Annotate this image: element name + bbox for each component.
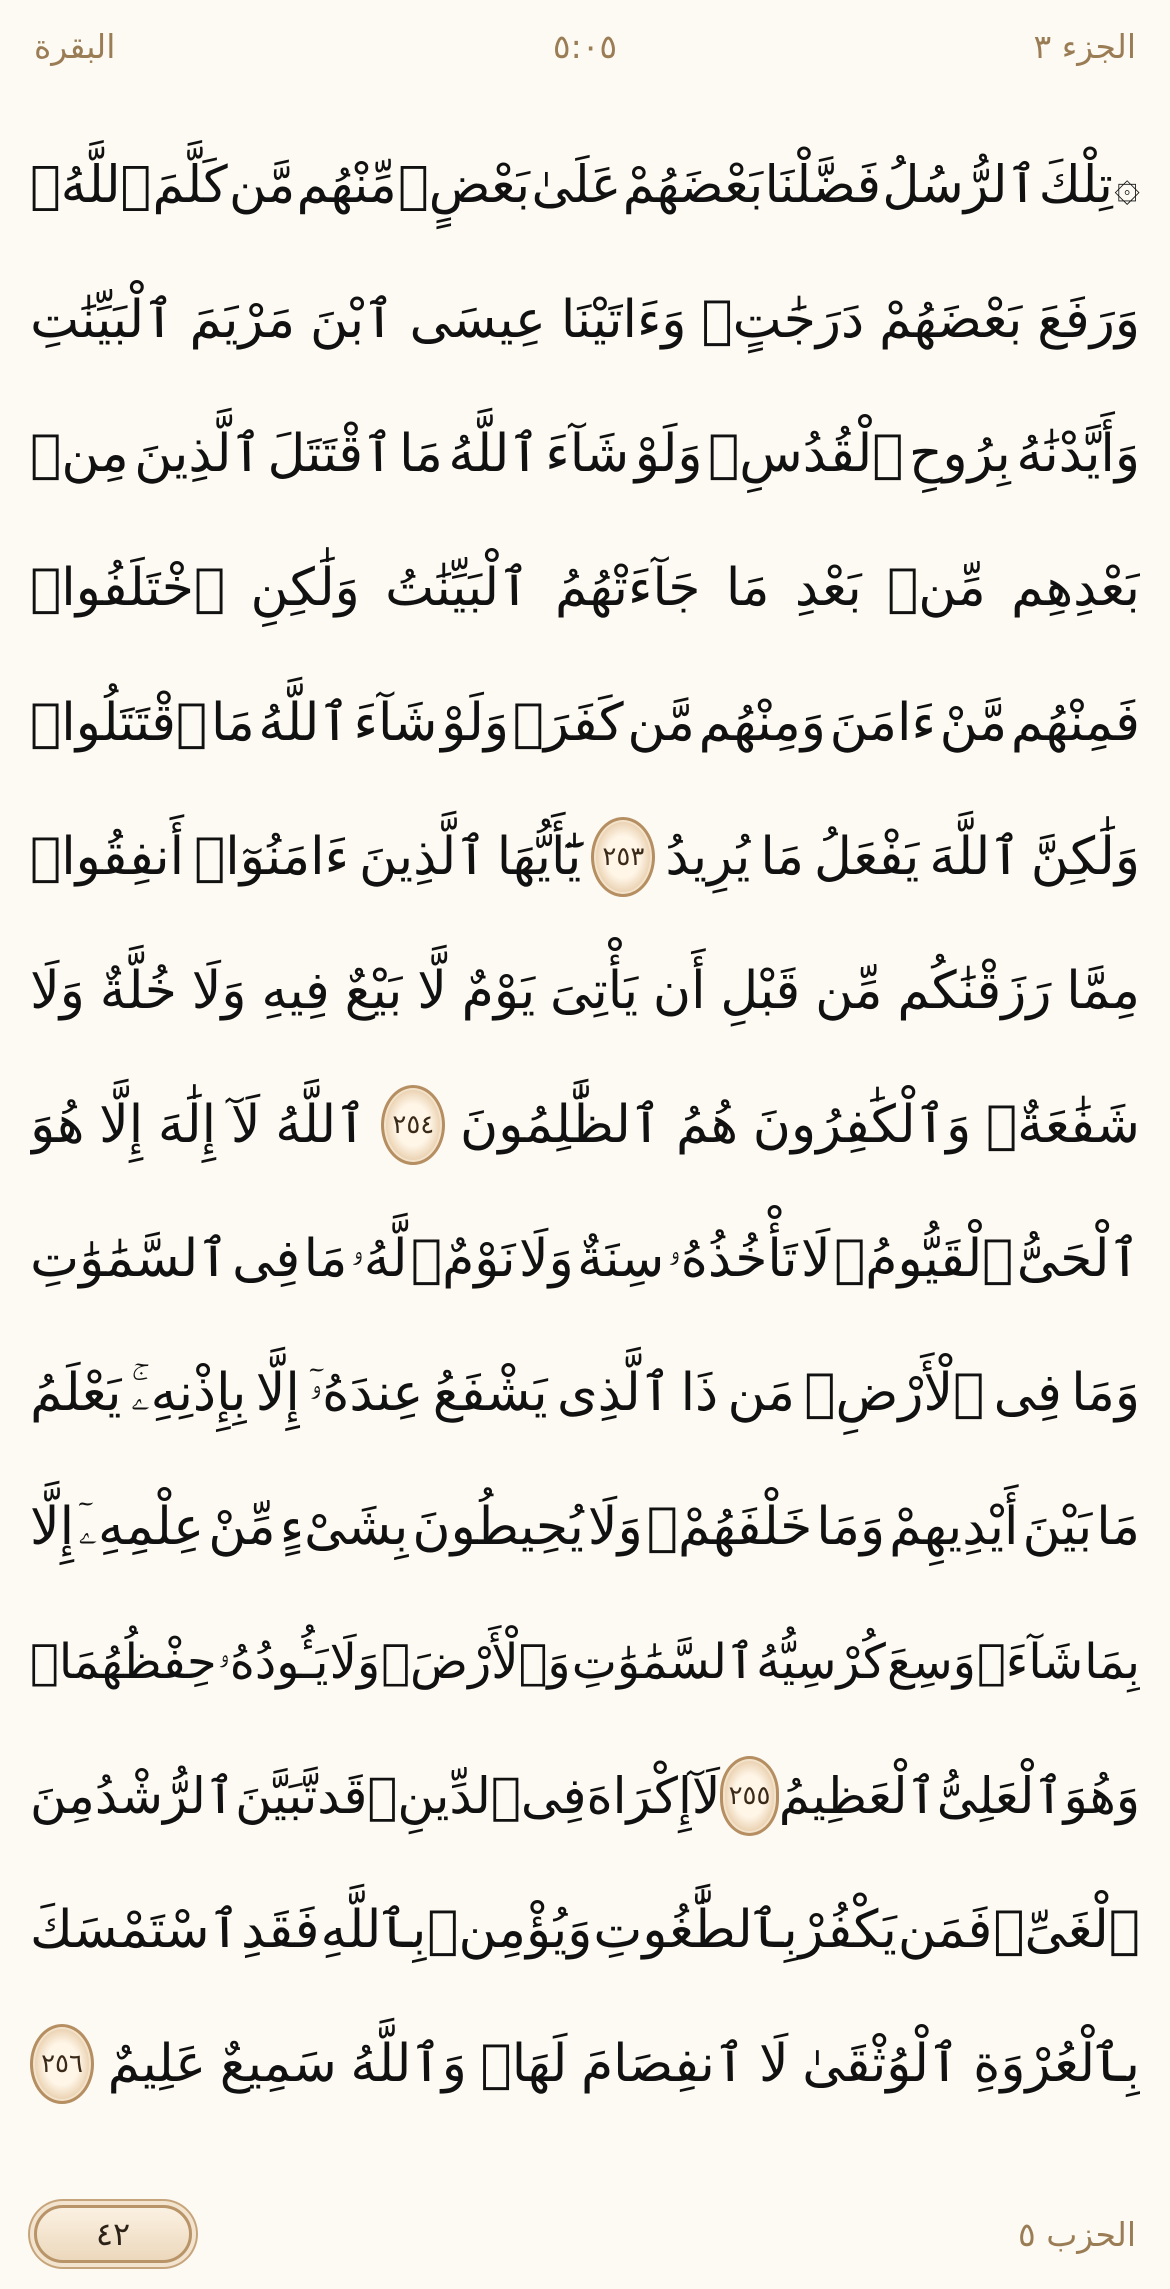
quran-word[interactable]: جَآءَتْهُمُ — [554, 558, 701, 619]
quran-word[interactable]: ٱلسَّمَٰوَٰتِ — [30, 1229, 229, 1290]
quran-word[interactable]: يُحِيطُونَ — [412, 1497, 584, 1558]
text-line — [30, 532, 1140, 644]
quran-word[interactable]: هُمُ — [676, 1094, 739, 1155]
quran-word[interactable]: ٱلظَّٰلِمُونَ — [460, 1094, 662, 1155]
text-line — [30, 398, 1140, 510]
quran-word[interactable]: حِفْظُهُمَاۚ — [30, 1633, 217, 1690]
quran-word[interactable]: بَعْضَهُمْ — [622, 156, 764, 215]
quran-word[interactable]: فَضَّلْنَا — [764, 156, 882, 215]
quran-word[interactable]: مَّن — [229, 156, 296, 215]
text-line — [30, 1606, 1140, 1718]
quran-word[interactable]: وَلَا — [329, 1633, 381, 1690]
text-line — [30, 1874, 1140, 1986]
quran-word[interactable]: أَن — [652, 960, 706, 1021]
quran-word[interactable]: ٱلسَّمَٰوَٰتِ — [571, 1633, 755, 1690]
quran-word[interactable]: ٱنفِصَامَ — [580, 2033, 746, 2094]
quran-word[interactable]: لَهَاۗ — [480, 2033, 568, 2094]
quran-word[interactable]: هُوَ — [30, 1094, 85, 1155]
quran-word[interactable]: قَد — [317, 1766, 368, 1825]
text-line — [30, 2008, 1140, 2120]
text-line — [30, 1471, 1140, 1583]
quran-word[interactable]: مِّن — [815, 960, 883, 1021]
quran-word[interactable]: بِمَا — [1084, 1633, 1140, 1690]
quran-word[interactable]: وَلَا — [191, 960, 247, 1021]
quran-word[interactable]: فِى — [993, 1363, 1062, 1424]
quran-word[interactable]: ٱقْتَتَلَ — [267, 424, 394, 485]
quran-word[interactable]: شَآءَۚ — [976, 1633, 1084, 1690]
quran-word[interactable]: ذَا — [680, 1363, 719, 1424]
quran-word[interactable]: بَعْدِ — [794, 558, 862, 619]
text-line — [30, 130, 1140, 242]
quran-word[interactable]: مَرْيَمَ — [189, 290, 296, 351]
quran-word[interactable]: عِلْمِهِۦٓ — [78, 1497, 205, 1558]
quran-word[interactable]: تِلْكَ — [1038, 156, 1113, 215]
quran-word[interactable]: بَيْعٌ — [344, 960, 403, 1021]
page-header — [34, 18, 1136, 74]
quran-word[interactable]: نَوْمٌۚ — [410, 1229, 516, 1290]
quran-word[interactable]: ٱلْحَىُّ — [1016, 1229, 1140, 1290]
ayah-number-marker[interactable]: ٢٥٤ — [381, 1085, 445, 1165]
quran-word[interactable]: عِيسَى — [409, 290, 546, 351]
quran-word[interactable]: إِلَّا — [30, 1497, 75, 1558]
quran-word[interactable]: بِٱللَّهِ — [320, 1899, 427, 1960]
quran-word[interactable]: ٱلْعَظِيمُ — [778, 1766, 937, 1825]
mushaf-page-text — [30, 130, 1140, 2120]
quran-word[interactable]: ٱللَّهُ — [275, 1094, 367, 1155]
quran-word[interactable]: بَيْنَ — [1022, 1497, 1093, 1558]
quran-word[interactable]: تَأْخُذُهُۥ — [667, 1229, 798, 1290]
ayah-number-marker[interactable]: ٢٥٥ — [720, 1756, 778, 1836]
quran-word[interactable]: وَلَٰكِنِ — [250, 558, 360, 619]
text-line — [30, 264, 1140, 376]
text-line — [30, 1740, 1140, 1852]
quran-word[interactable]: مَا — [760, 826, 805, 887]
quran-word[interactable]: بَعْدِهِم — [1011, 558, 1140, 619]
text-line — [30, 935, 1140, 1047]
quran-word[interactable]: وَٱللَّهُ — [350, 2033, 467, 2094]
quran-word[interactable]: كَلَّمَ — [152, 156, 228, 215]
quran-word[interactable]: يَوْمٌ — [461, 960, 536, 1021]
quran-word[interactable]: ٱلْأَرْضِۗ — [804, 1363, 985, 1424]
quran-word[interactable]: لَآ — [691, 1766, 721, 1825]
quran-word[interactable]: لَّا — [417, 960, 447, 1021]
text-line — [30, 801, 1140, 913]
quran-word[interactable]: وَٱلْأَرْضَۖ — [381, 1633, 571, 1690]
quran-word[interactable]: يَـُٔودُهُۥ — [217, 1633, 329, 1690]
quran-word[interactable]: ٱلْغَىِّۚ — [993, 1899, 1140, 1960]
quran-word[interactable]: مِّنْهُم — [296, 156, 397, 215]
quran-word[interactable]: مِمَّا — [1066, 960, 1140, 1021]
quran-word[interactable]: وَمَا — [1071, 1363, 1140, 1424]
quran-word[interactable]: لَا — [758, 2033, 789, 2094]
text-line — [30, 667, 1140, 779]
page-number-badge[interactable] — [34, 2205, 192, 2263]
quran-word[interactable]: ءَامَنَ — [829, 692, 936, 753]
quran-word[interactable]: إِلَّا — [99, 1094, 144, 1155]
quran-word[interactable]: يَعْلَمُ — [30, 1363, 122, 1424]
quran-word[interactable]: بَعْضَهُمْ — [879, 290, 1023, 351]
quran-word[interactable]: وَلَوْ — [441, 692, 509, 753]
ayah-number-marker[interactable]: ٢٥٦ — [30, 2024, 94, 2104]
quran-word[interactable]: ٱللَّهُ — [258, 692, 350, 753]
quran-word[interactable]: مَن — [727, 1363, 795, 1424]
quran-word[interactable]: ٱلَّذِى — [556, 1363, 672, 1424]
quran-word[interactable]: مِّنْ — [208, 1497, 276, 1558]
quran-word[interactable]: ٱبْنَ — [310, 290, 395, 351]
text-line — [30, 1203, 1140, 1315]
quran-word[interactable]: ٱلْعَلِىُّ — [936, 1766, 1064, 1825]
quran-word[interactable]: لَآ — [230, 1094, 261, 1155]
ayah-number-marker[interactable]: ٢٥٣ — [591, 817, 655, 897]
quran-word[interactable]: لَا — [801, 1229, 831, 1290]
quran-word[interactable]: بِشَىْءٍ — [279, 1497, 409, 1558]
quran-word[interactable]: يَشْفَعُ — [432, 1363, 548, 1424]
quran-word[interactable]: ٱلرُّسُلُ — [882, 156, 1038, 215]
quran-word[interactable]: دَرَجَٰتٍۚ — [701, 290, 865, 351]
quran-word[interactable]: كَفَرَۚ — [512, 692, 624, 753]
quran-word[interactable]: فَقَدِ — [241, 1899, 320, 1960]
quran-word[interactable]: سَمِيعٌ — [219, 2033, 337, 2094]
quran-word[interactable]: إِلَّا — [255, 1363, 300, 1424]
quran-word[interactable]: بَعْضٍۘ — [398, 156, 531, 215]
quran-word[interactable]: لَّهُۥ — [350, 1229, 408, 1290]
quran-word[interactable]: خُلَّةٌ — [99, 960, 177, 1021]
quran-word[interactable]: ٱسْتَمْسَكَ — [30, 1899, 241, 1960]
quran-word[interactable]: وَأَيَّدْنَٰهُ — [1016, 424, 1140, 485]
quran-word[interactable]: يُرِيدُ — [665, 826, 751, 887]
quran-word[interactable]: شَآءَ — [545, 424, 630, 485]
quran-word[interactable]: وَهُوَ — [1063, 1766, 1140, 1825]
quran-word[interactable]: وَيُؤْمِنۢ — [427, 1899, 593, 1960]
quran-word[interactable]: ٱخْتَلَفُوا۟ — [30, 558, 226, 619]
quran-word[interactable]: أَنفِقُوا۟ — [30, 826, 185, 887]
quran-word[interactable]: وَلَا — [587, 1497, 643, 1558]
quran-word[interactable]: فِى — [232, 1229, 301, 1290]
quran-word[interactable]: ٱلْبَيِّنَٰتُ — [385, 558, 530, 619]
quran-word[interactable]: بِٱلْعُرْوَةِ — [973, 2033, 1140, 2094]
quran-word[interactable]: وَمَا — [816, 1497, 886, 1558]
page-number: ٤٢ — [95, 2215, 131, 2253]
juz-label: الجزء ٣ — [1033, 26, 1136, 66]
quran-word[interactable]: وَمِنْهُم — [698, 692, 826, 753]
quran-word[interactable]: وَلَوْ — [634, 424, 703, 485]
quran-word[interactable]: كُرْسِيُّهُ — [756, 1633, 886, 1690]
text-line — [30, 1069, 1140, 1181]
quran-word[interactable]: مَا — [210, 692, 255, 753]
quran-word[interactable]: بِرُوحِ — [908, 424, 1011, 485]
hizb-label: الحزب ٥ — [1017, 2214, 1136, 2254]
quran-word[interactable]: ءَامَنُوٓا۟ — [194, 826, 350, 887]
quran-word[interactable]: ٱللَّهَ — [929, 826, 1021, 887]
page-footer — [34, 2199, 1136, 2269]
quran-word[interactable]: خَلْفَهُمْۖ — [646, 1497, 813, 1558]
quran-word[interactable]: يَكْفُرْ — [798, 1899, 897, 1960]
quran-word[interactable]: يَأْتِىَ — [549, 960, 639, 1021]
quran-word[interactable]: بِإِذْنِهِۦۚ — [130, 1363, 247, 1424]
quran-word[interactable]: قَبْلِ — [720, 960, 801, 1021]
quran-word[interactable]: ٱلْبَيِّنَٰتِ — [30, 290, 175, 351]
quran-word[interactable]: فِيهِ — [261, 960, 330, 1021]
quran-word[interactable]: عَلَىٰ — [531, 156, 622, 215]
quran-word[interactable]: مِنَ — [30, 1766, 95, 1825]
quran-word[interactable]: ٱقْتَتَلُوا۟ — [30, 692, 208, 753]
quran-word[interactable]: يَفْعَلُ — [814, 826, 920, 887]
quran-word[interactable]: ٱلْوُثْقَىٰ — [802, 2033, 960, 2094]
quran-word[interactable]: وَلَا — [518, 1229, 574, 1290]
quran-word[interactable]: شَفَٰعَةٌۗ — [985, 1094, 1140, 1155]
quran-word[interactable]: مَا — [303, 1229, 348, 1290]
quran-word[interactable]: بِٱلطَّٰغُوتِ — [593, 1899, 798, 1960]
quran-word[interactable]: ٱلَّذِينَ — [134, 424, 262, 485]
quran-word[interactable]: فَمَن — [897, 1899, 993, 1960]
quran-word[interactable]: وَسِعَ — [886, 1633, 976, 1690]
quran-word[interactable]: سِنَةٌ — [577, 1229, 665, 1290]
quran-word[interactable]: مَا — [399, 424, 443, 485]
quran-word[interactable]: وَلَا — [30, 960, 85, 1021]
quran-word[interactable]: مِنۢ — [30, 424, 129, 485]
rub-el-hizb-icon: ۞ — [1114, 160, 1140, 211]
quran-word[interactable]: وَٱلْكَٰفِرُونَ — [752, 1094, 972, 1155]
quran-word[interactable]: ٱلَّذِينَ — [359, 826, 487, 887]
quran-word[interactable]: مَا — [725, 558, 770, 619]
quran-word[interactable]: مَّنْ — [939, 692, 1008, 753]
quran-word[interactable]: فَمِنْهُم — [1010, 692, 1140, 753]
text-line — [30, 1337, 1140, 1449]
quran-word[interactable]: يَٰٓأَيُّهَا — [496, 826, 582, 887]
quran-word[interactable]: ٱلرُّشْدُ — [94, 1766, 236, 1825]
quran-word[interactable]: ٱللَّهُۖ — [30, 156, 152, 215]
quran-word[interactable]: مِّنۢ — [887, 558, 986, 619]
quran-word[interactable]: ٱلْقَيُّومُۚ — [834, 1229, 1014, 1290]
clock-time: ٥:٠٥ — [552, 26, 618, 66]
quran-word[interactable]: عِندَهُۥٓ — [309, 1363, 424, 1424]
quran-word[interactable]: مَا — [1096, 1497, 1140, 1558]
quran-word[interactable]: مَّن — [627, 692, 695, 753]
quran-word[interactable]: تَّبَيَّنَ — [235, 1766, 318, 1825]
quran-word[interactable]: عَلِيمٌ — [107, 2033, 207, 2094]
quran-word[interactable]: إِلَٰهَ — [157, 1094, 217, 1155]
quran-word[interactable]: إِكْرَاهَ — [586, 1766, 692, 1825]
quran-word[interactable]: شَآءَ — [353, 692, 438, 753]
quran-word[interactable]: أَيْدِيهِمْ — [889, 1497, 1019, 1558]
quran-word[interactable]: ٱلدِّينِۖ — [367, 1766, 521, 1825]
quran-word[interactable]: وَءَاتَيْنَا — [560, 290, 687, 351]
quran-word[interactable]: ٱللَّهُ — [448, 424, 540, 485]
quran-word[interactable]: فِى — [520, 1766, 587, 1825]
quran-word[interactable]: وَلَٰكِنَّ — [1030, 826, 1140, 887]
quran-word[interactable]: ٱلْقُدُسِۗ — [708, 424, 904, 485]
surah-name: البقرة — [34, 26, 116, 66]
quran-word[interactable]: وَرَفَعَ — [1037, 290, 1140, 351]
quran-word[interactable]: رَزَقْنَٰكُم — [897, 960, 1052, 1021]
